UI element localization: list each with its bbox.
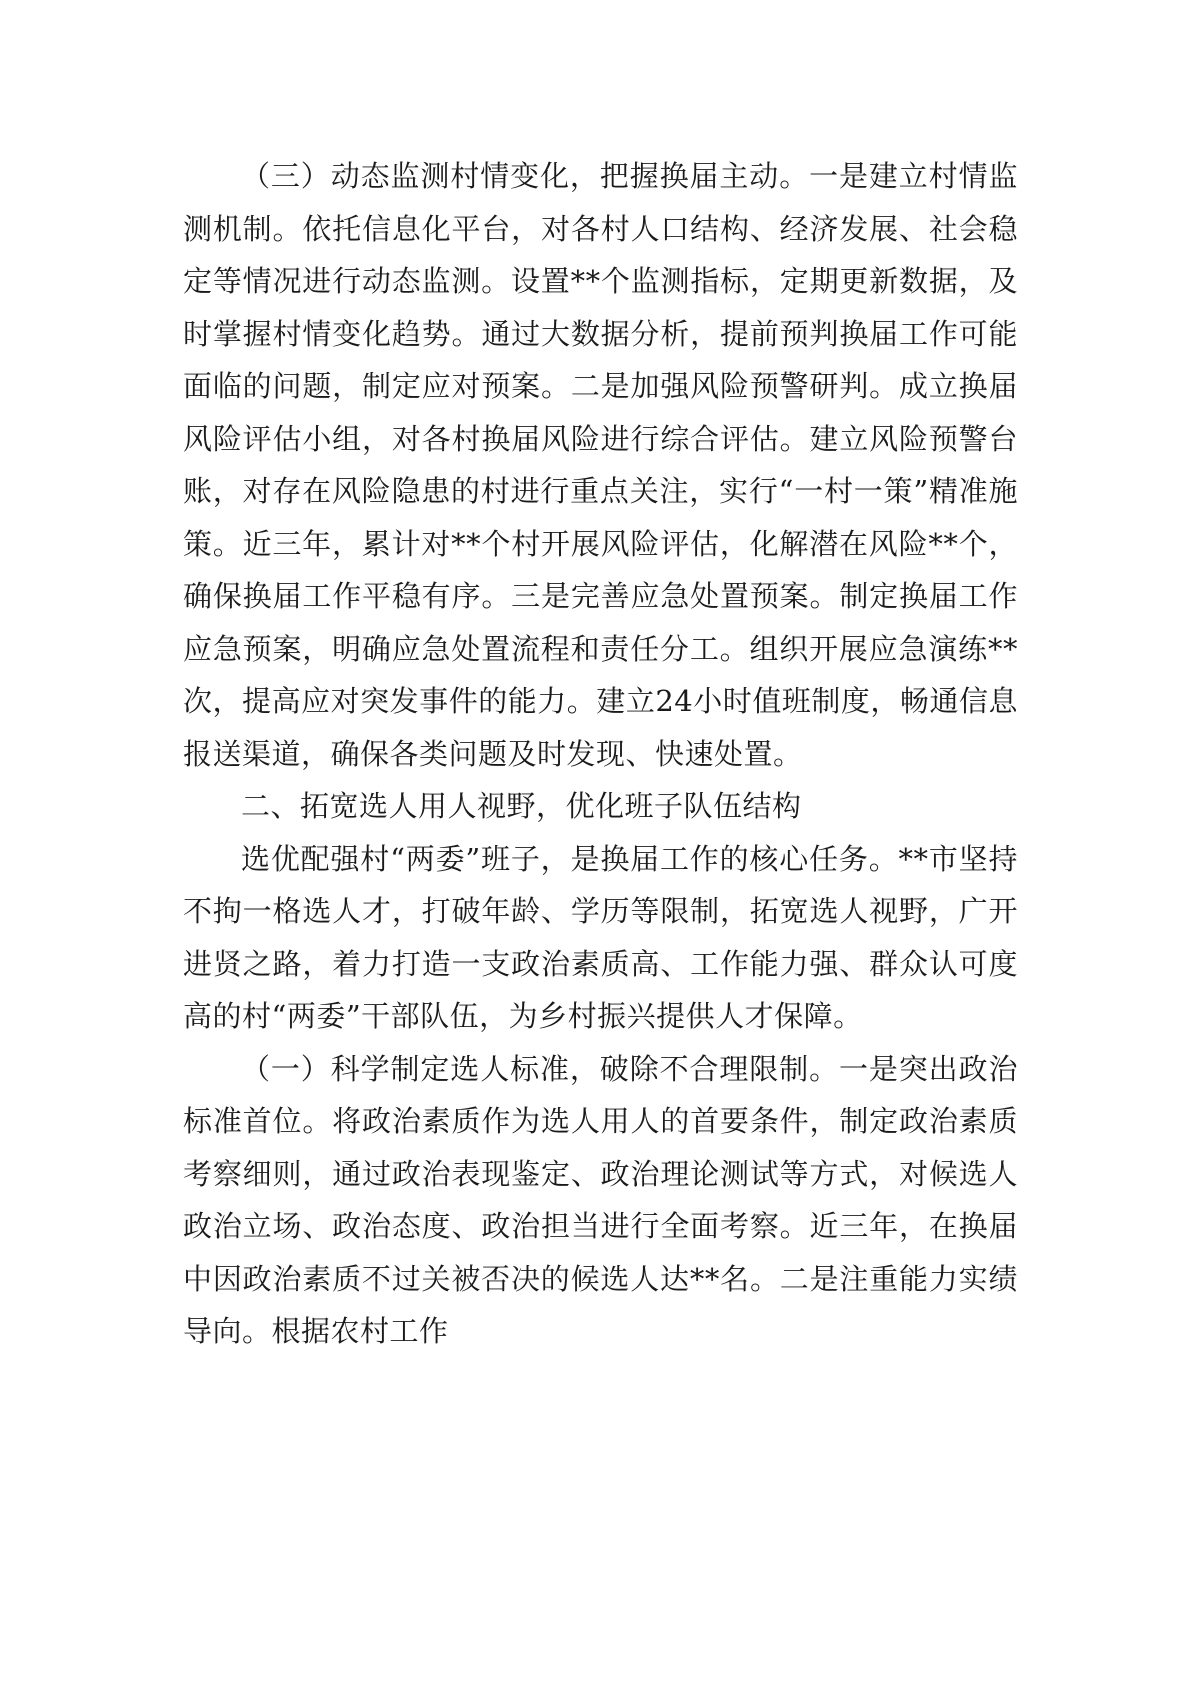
body-paragraph-selection-standards: （一）科学制定选人标准，破除不合理限制。一是突出政治标准首位。将政治素质作为选人用人的首要条件，制定政治素质考察细则，通过政治表现鉴定、政治理论测试等方式，对候选人政治立场、政治态度、政治担当进行全面考察。近三年，在换届中因政治素质不过关被否决的候选人达**名。二是注重能力实绩导向。根据农村工作 [183,1051,1018,1348]
section-heading-selection: 二、拓宽选人用人视野，优化班子队伍结构 [241,789,802,823]
document-page [183,150,1018,1358]
body-paragraph-monitoring: （三）动态监测村情变化，把握换届主动。一是建立村情监测机制。依托信息化平台，对各村人口结构、经济发展、社会稳定等情况进行动态监测。设置**个监测指标，定期更新数据，及时掌握村情变化趋势。通过大数据分析，提前预判换届工作可能面临的问题，制定应对预案。二是加强风险预警研判。成立换届风险评估小组，对各村换届风险进行综合评估。建立风险预警台账，对存在风险隐患的村进行重点关注，实行“一村一策”精准施策。近三年，累计对**个村开展风险评估，化解潜在风险**个，确保换届工作平稳有序。三是完善应急处置预案。制定换届工作应急预案，明确应急处置流程和责任分工。组织开展应急演练**次，提高应对突发事件的能力。建立24小时值班制度，畅通信息报送渠道，确保各类问题及时发现、快速处置。 [183,159,1018,771]
body-paragraph-selection-intro: 选优配强村“两委”班子，是换届工作的核心任务。**市坚持不拘一格选人才，打破年龄、学历等限制，拓宽选人视野，广开进贤之路，着力打造一支政治素质高、工作能力强、群众认可度高的村“两委”干部队伍，为乡村振兴提供人才保障。 [183,841,1018,1033]
